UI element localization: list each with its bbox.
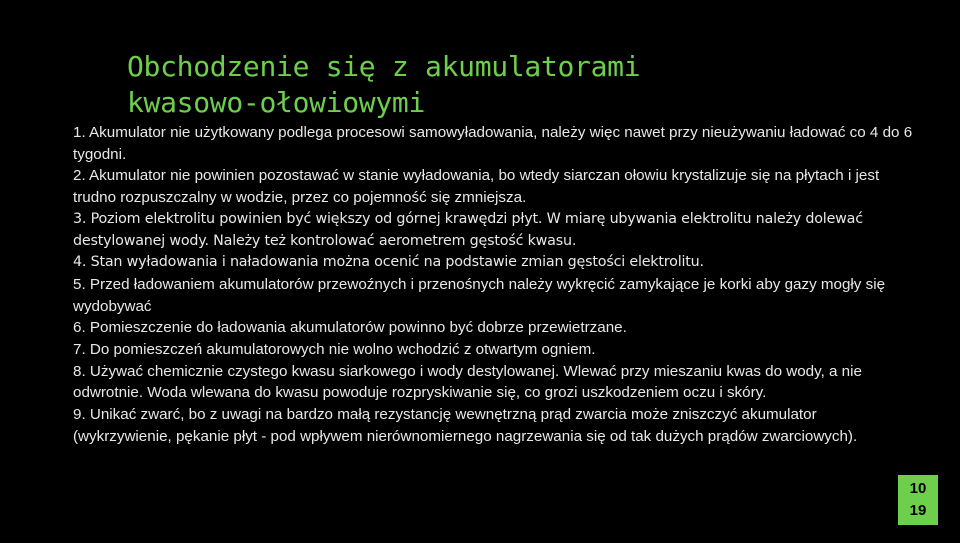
page-number-line-2: 19	[909, 502, 927, 519]
list-item: 5. Przed ładowaniem akumulatorów przewoźnych i przenośnych należy wykręcić zamykające je korki aby gazy mogły się wydobywać	[73, 275, 886, 315]
slide-body	[73, 122, 913, 448]
list-item: 8. Używać chemicznie czystego kwasu siarkowego i wody destylowanej. Wlewać przy mieszaniu kwas do wody, a nie odwrotnie. Woda wlewana do kwasu powoduje rozpryskiwanie się, co grozi uszkodzeniem oczu i skóry.	[73, 362, 862, 402]
list-item: 4. Stan wyładowania i naładowania można ocenić na podstawie zmian gęstości elektrolitu.	[73, 254, 704, 271]
list-item: 9. Unikać zwarć, bo z uwagi na bardzo małą rezystancję wewnętrzną prąd zwarcia może zniszczyć akumulator (wykrzywienie, pękanie płyt - pod wpływem nierównomiernego nagrzewania się od tak dużych prądów zwarciowych).	[73, 406, 858, 445]
list-item: 3. Poziom elektrolitu powinien być większy od górnej krawędzi płyt. W miarę ubywania elektrolitu należy dolewać destylowanej wody. Należy też kontrolować aerometrem gęstość kwasu.	[73, 210, 863, 249]
page-number-line-1: 10	[909, 480, 927, 497]
page-number-badge	[898, 475, 938, 525]
list-item: 6. Pomieszczenie do ładowania akumulatorów powinno być dobrze przewietrzane.	[73, 319, 627, 337]
list-item: 7. Do pomieszczeń akumulatorowych nie wolno wchodzić z otwartym ogniem.	[73, 341, 596, 359]
list-item: 2. Akumulator nie powinien pozostawać w stanie wyładowania, bo wtedy siarczan ołowiu krystalizuje się na płytach i jest trudno rozpuszczalny w wodzie, przez co pojemność się zmniejsza.	[73, 167, 880, 207]
slide-title: Obchodzenie się z akumulatorami kwasowo-ołowiowymi	[127, 50, 641, 119]
list-item: 1. Akumulator nie użytkowany podlega procesowi samowyładowania, należy więc nawet przy nieużywaniu ładować co 4 do 6 tygodni.	[73, 124, 913, 163]
